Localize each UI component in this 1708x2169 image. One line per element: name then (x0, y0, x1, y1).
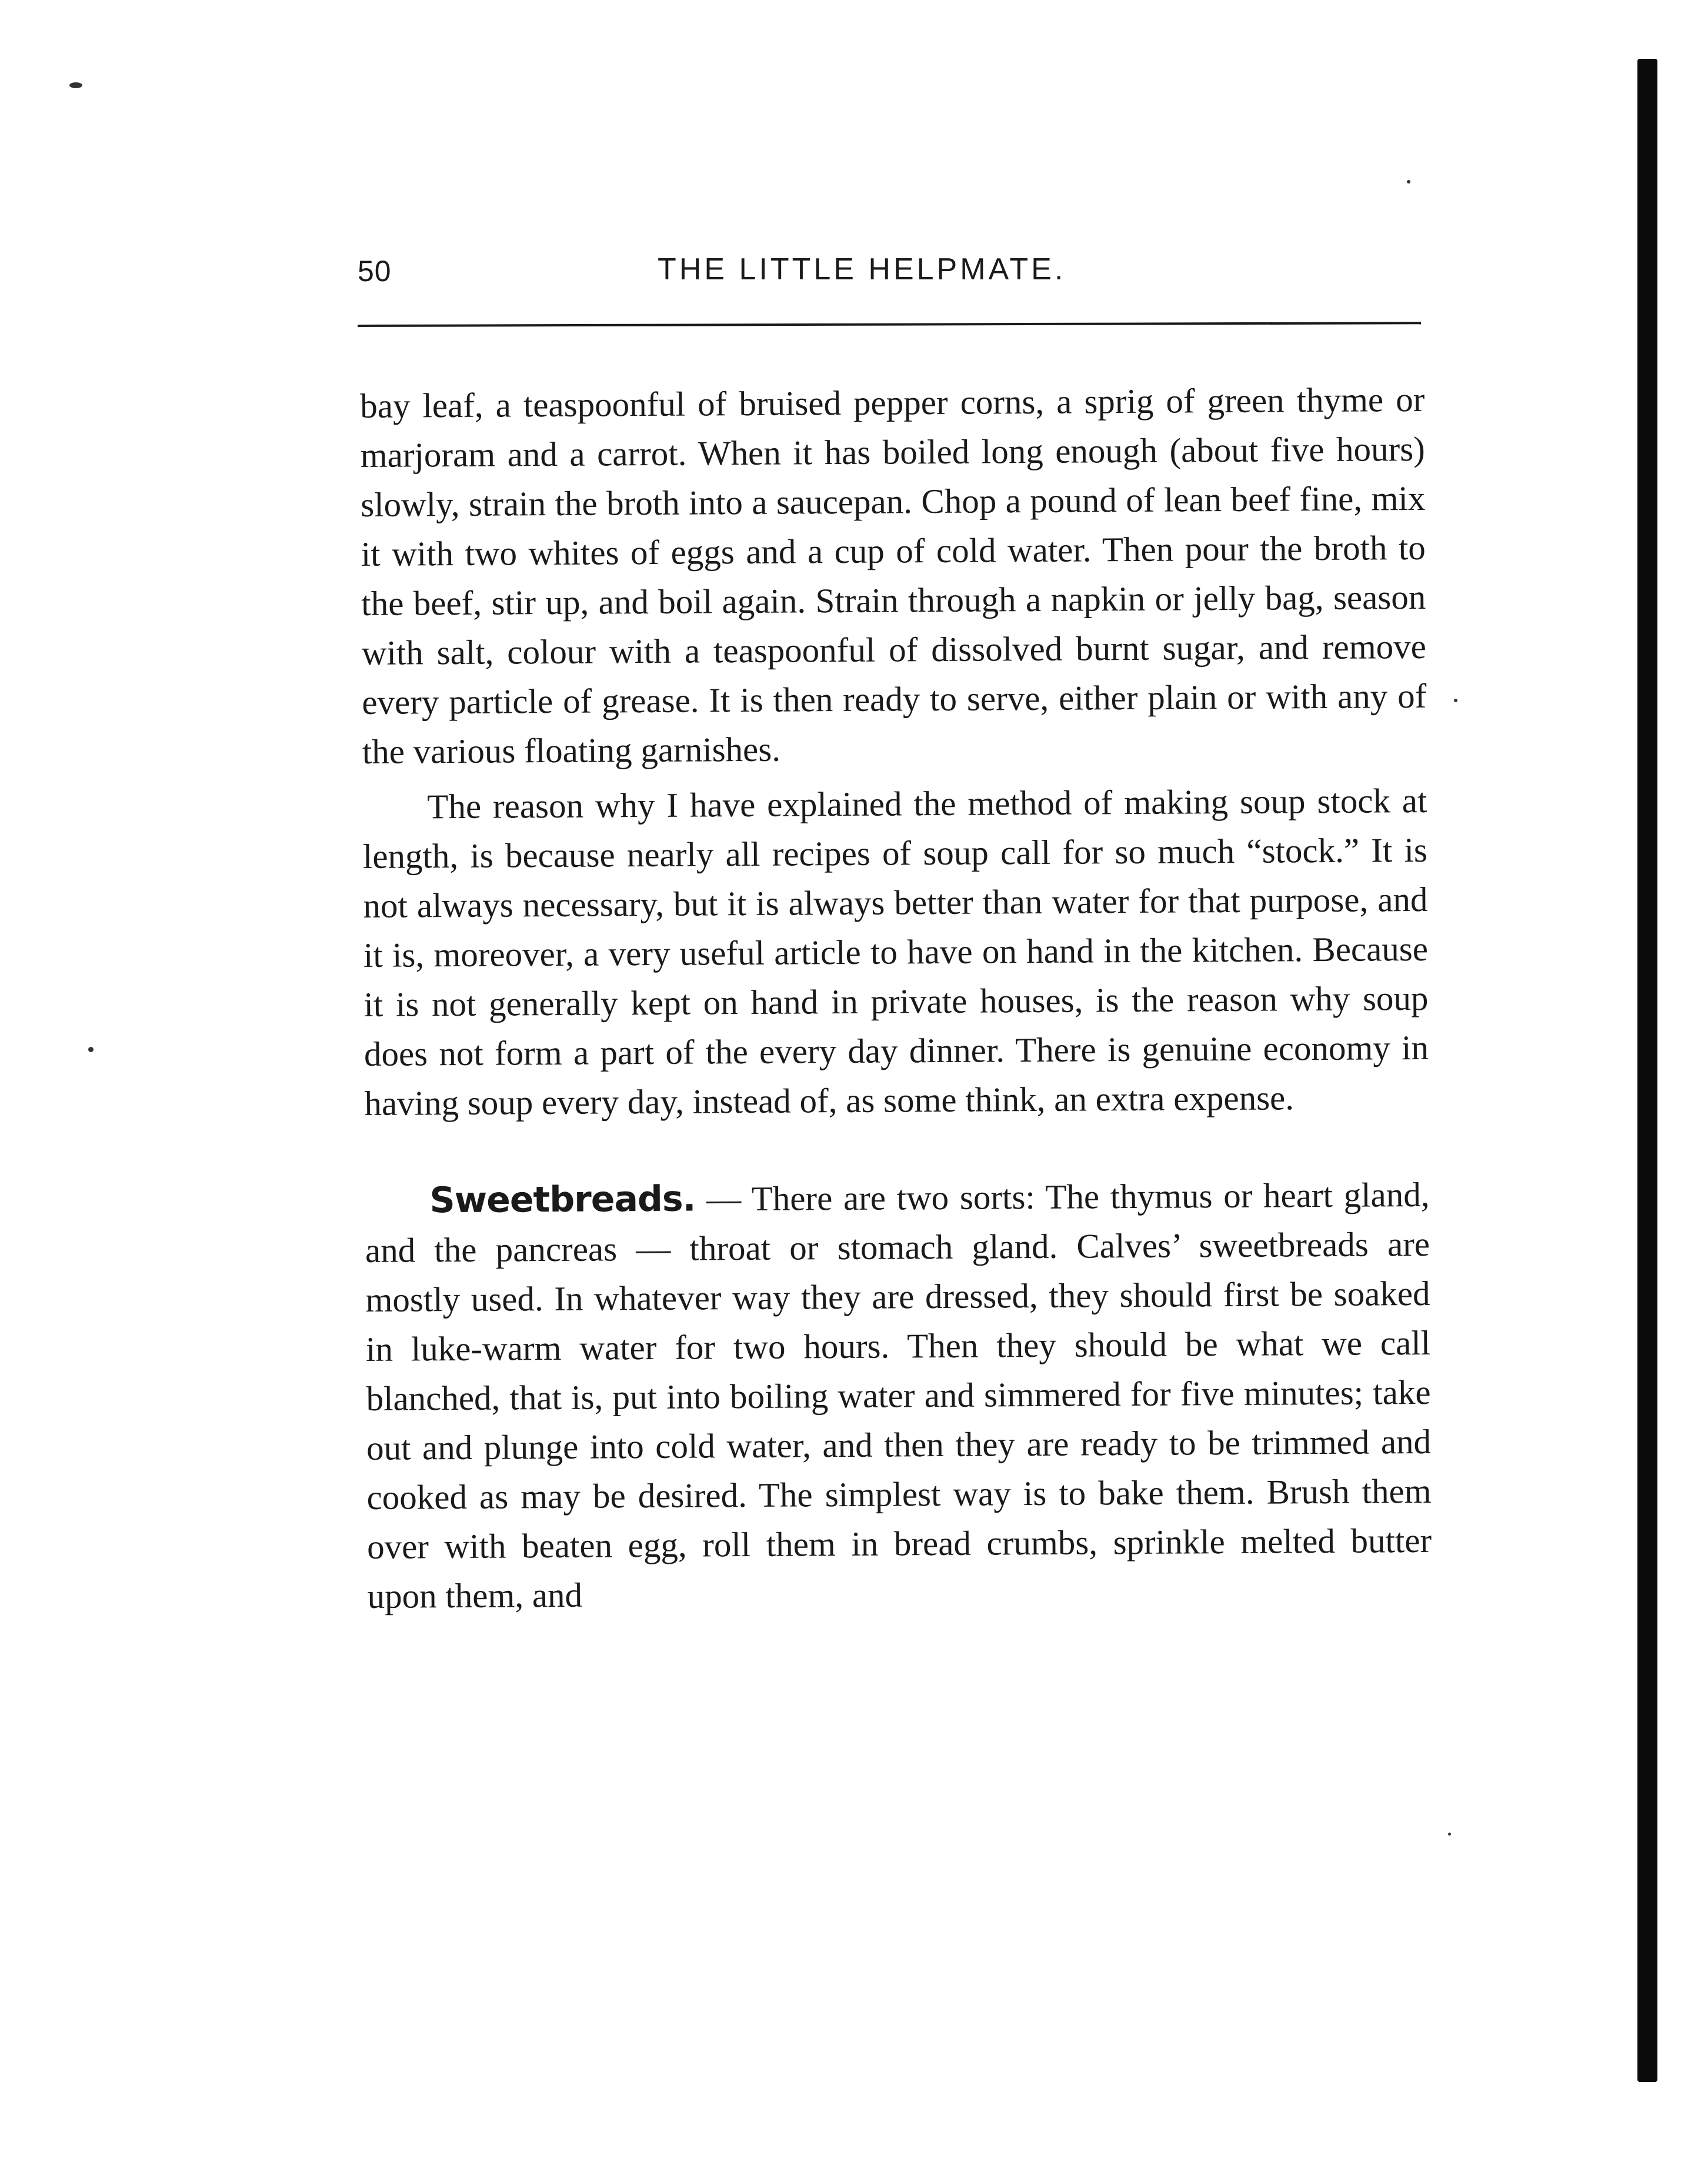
scan-edge-bar (1637, 59, 1657, 2082)
section-heading: Sweetbreads. (429, 1178, 696, 1222)
paragraph-soup-stock: The reason why I have explained the method of making soup stock at length, is because nearly all recipes of soup call for so much “stock.” It is not always necessary, but it is always better than water for that purpose, and it is, moreover, a very useful article to have on hand in the kitchen. Because it is not generally kept on hand in private houses, is the reason why soup does not form a part of the every day dinner. There is genuine economy in having soup every day, instead of, as some think, an extra expense. (362, 780, 1429, 1123)
paragraph-sweetbreads (365, 1170, 1432, 1621)
sweetbreads-text: — There are two sorts: The thymus or heart gland, and the pancreas — throat or stomach gland. Calves’ sweetbreads are mostly used. In whatever way they are dressed, they should first be soaked in luke-warm water for two hours. Then they should be what we call blanched, that is, put into boiling water and simmered for five minutes; take out and plunge into cold water, and then they are ready to be trimmed and cooked as may be desired. The simplest way is to bake them. Brush them over with beaten egg, roll them in bread crumbs, sprinkle melted butter upon them, and (365, 1174, 1432, 1616)
page-header (358, 247, 1421, 306)
page-number: 50 (358, 255, 392, 288)
running-title: THE LITTLE HELPMATE. (658, 252, 1066, 286)
scan-speck (1407, 180, 1410, 183)
scan-speck (1448, 1833, 1451, 1836)
scan-speck (88, 1047, 94, 1052)
body-text (360, 375, 1432, 1621)
header-rule (358, 322, 1421, 327)
paragraph-continuation: bay leaf, a teaspoonful of bruised pepper corns, a sprig of green thyme or marjoram and a carrot. When it has boiled long enough (about five hours) slowly, strain the broth into a saucepan. Chop a pound of lean beef fine, mix it with two whites of eggs and a cup of cold water. Then pour the broth to the beef, stir up, and boil again. Strain through a napkin or jelly bag, season with salt, colour with a teaspoonful of dissolved burnt sugar, and remove every particle of grease. It is then ready to serve, either plain or with any of the various floating garnishes. (360, 379, 1427, 771)
scan-speck (69, 82, 82, 88)
scan-speck (1454, 699, 1457, 702)
